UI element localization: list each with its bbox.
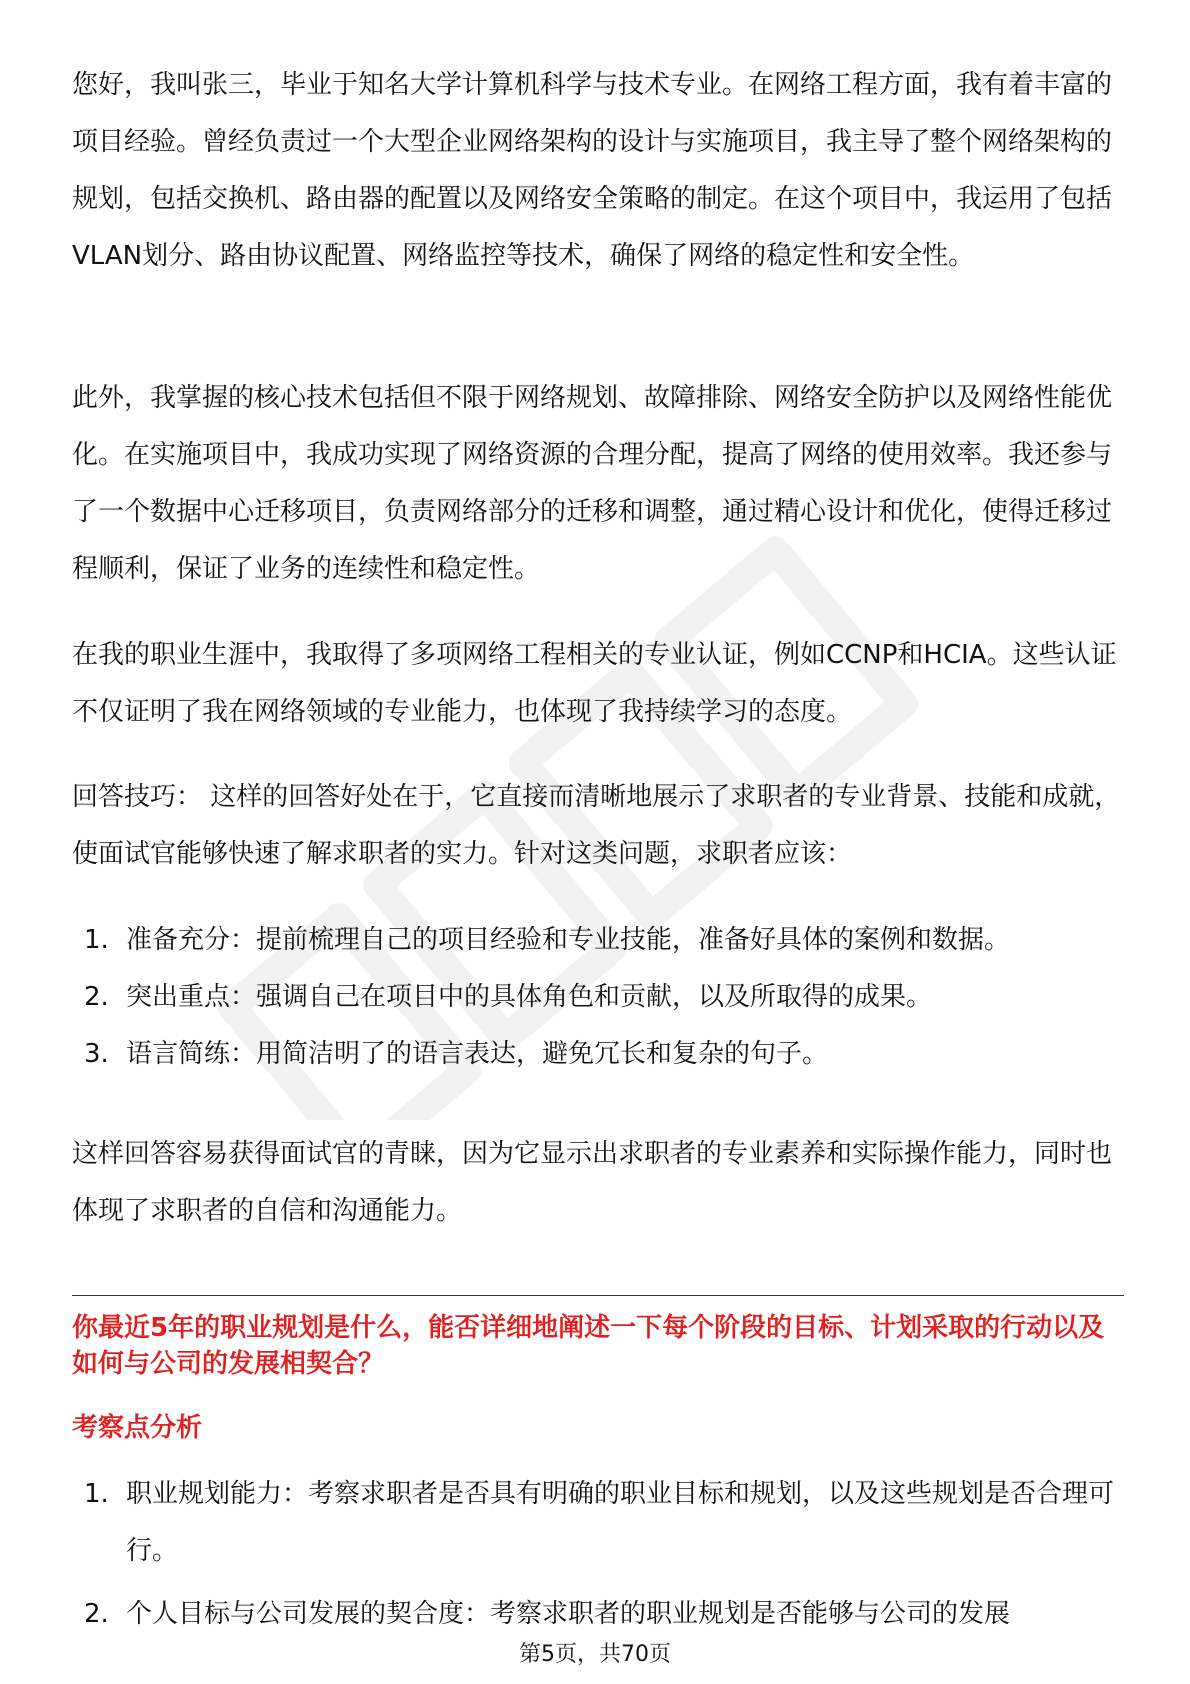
list-item-text: 语言简练：用简洁明了的语言表达，避免冗长和复杂的句子。 xyxy=(126,1039,829,1069)
list-item-number: 1. xyxy=(84,1479,109,1509)
list-item xyxy=(72,969,1124,1026)
intro-paragraph: 您好，我叫张三，毕业于知名大学计算机科学与技术专业。在网络工程方面，我有着丰富的项目经验。曾经负责过一个大型企业网络架构的设计与实施项目，我主导了整个网络架构的规划，包括交换机、路由器的配置以及网络安全策略的制定。在这个项目中，我运用了包括VLAN划分、路由协议配置、网络监控等技术，确保了网络的稳定性和安全性。 xyxy=(72,70,1113,271)
page-footer: 第5页，共70页 xyxy=(519,1642,671,1667)
section-divider xyxy=(72,1295,1124,1296)
list-item-text: 个人目标与公司发展的契合度：考察求职者的职业规划是否能够与公司的发展 xyxy=(126,1599,1011,1629)
tips-list xyxy=(72,912,1124,1083)
skills-paragraph: 此外，我掌握的核心技术包括但不限于网络规划、故障排除、网络安全防护以及网络性能优化。在实施项目中，我成功实现了网络资源的合理分配，提高了网络的使用效率。我还参与了一个数据中心迁移项目，负责网络部分的迁移和调整，通过精心设计和优化，使得迁移过程顺利，保证了业务的连续性和稳定性。 xyxy=(72,383,1113,584)
list-item-text: 准备充分：提前梳理自己的项目经验和专业技能，准备好具体的案例和数据。 xyxy=(126,925,1011,955)
certification-paragraph: 在我的职业生涯中，我取得了多项网络工程相关的专业认证，例如CCNP和HCIA。这些认证不仅证明了我在网络领域的专业能力，也体现了我持续学习的态度。 xyxy=(72,640,1117,727)
list-item xyxy=(72,1586,1124,1643)
list-item xyxy=(72,1466,1124,1580)
list-item xyxy=(72,912,1124,969)
list-item-text: 突出重点：强调自己在项目中的具体角色和贡献，以及所取得的成果。 xyxy=(126,982,933,1012)
list-item-number: 1. xyxy=(84,925,109,955)
analysis-list xyxy=(72,1466,1124,1643)
list-item xyxy=(72,1026,1124,1083)
list-item-number: 3. xyxy=(84,1039,109,1069)
answer-tips-paragraph: 回答技巧： 这样的回答好处在于，它直接而清晰地展示了求职者的专业背景、技能和成就，使面试官能够快速了解求职者的实力。针对这类问题，求职者应该： xyxy=(72,782,1121,869)
analysis-heading: 考察点分析 xyxy=(72,1413,203,1443)
list-item-number: 2. xyxy=(84,982,109,1012)
list-item-text: 职业规划能力：考察求职者是否具有明确的职业目标和规划，以及这些规划是否合理可行。 xyxy=(126,1479,1115,1566)
conclusion-paragraph: 这样回答容易获得面试官的青睐，因为它显示出求职者的专业素养和实际操作能力，同时也体现了求职者的自信和沟通能力。 xyxy=(72,1139,1113,1226)
list-item-number: 2. xyxy=(84,1599,109,1629)
interview-question: 你最近5年的职业规划是什么，能否详细地阐述一下每个阶段的目标、计划采取的行动以及如何与公司的发展相契合？ xyxy=(72,1313,1105,1379)
